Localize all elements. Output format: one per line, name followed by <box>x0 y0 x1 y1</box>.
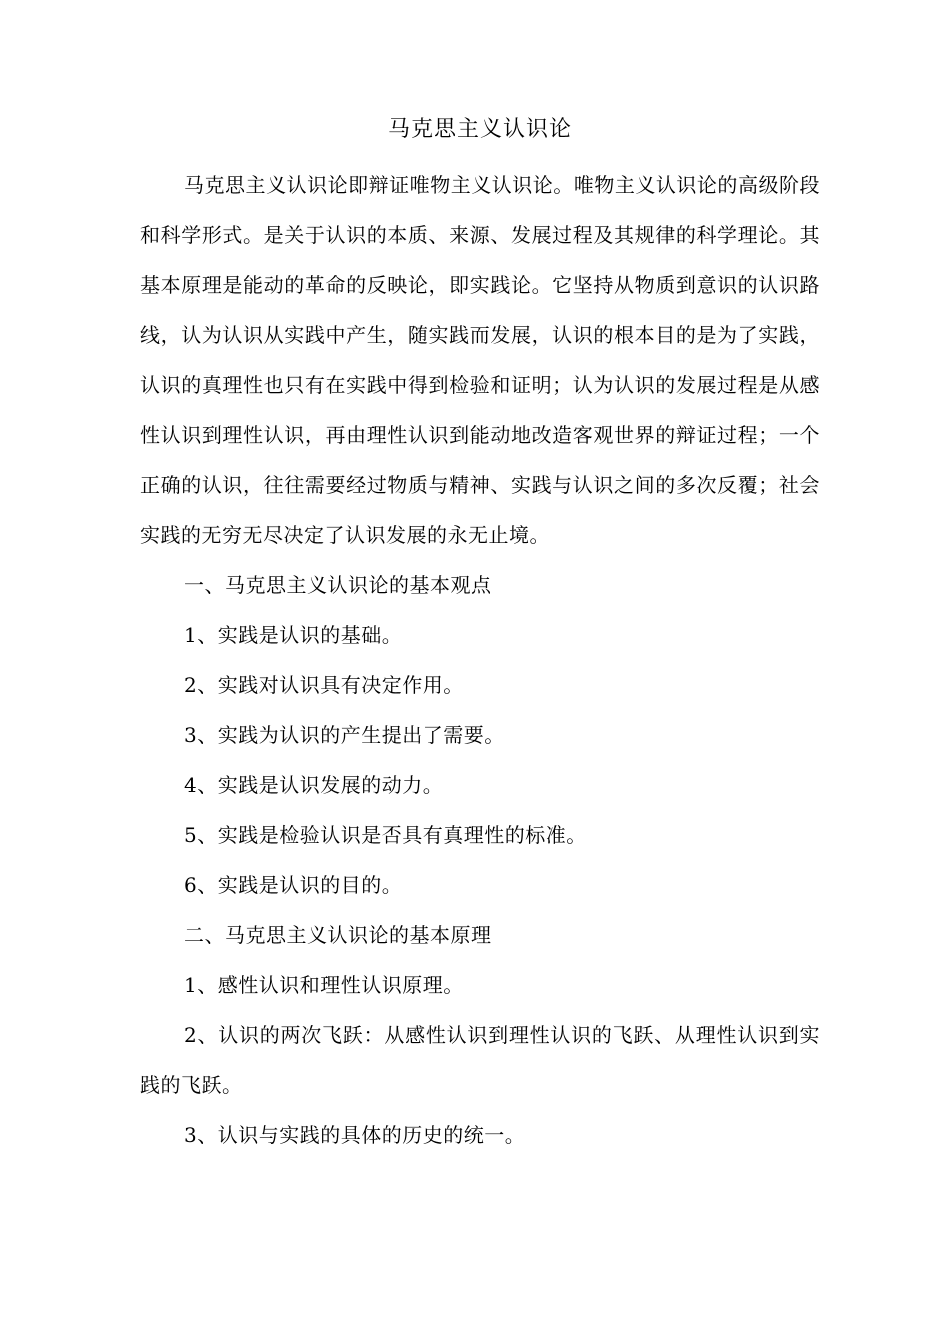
section-1-item: 4、实践是认识发展的动力。 <box>184 773 444 797</box>
section-1-item: 5、实践是检验认识是否具有真理性的标准。 <box>184 823 587 847</box>
document-title: 马克思主义认识论 <box>387 117 572 142</box>
section-1-item: 6、实践是认识的目的。 <box>184 873 403 897</box>
section-1-item: 3、实践为认识的产生提出了需要。 <box>184 723 505 747</box>
section-2-item: 1、感性认识和理性认识原理。 <box>184 973 464 997</box>
section-2-heading: 二、马克思主义认识论的基本原理 <box>184 923 492 947</box>
section-1-item: 1、实践是认识的基础。 <box>184 623 403 647</box>
section-2-item: 3、认识与实践的具体的历史的统一。 <box>184 1123 526 1147</box>
intro-paragraph: 马克思主义认识论即辩证唯物主义认识论。唯物主义认识论的高级阶段和科学形式。是关于认识的本质、来源、发展过程及其规律的科学理论。其基本原理是能动的革命的反映论，即实践论。它坚持从物质到意识的认识路线，认为认识从实践中产生，随实践而发展，认识的根本目的是为了实践，认识的真理性也只有在实践中得到检验和证明；认为认识的发展过程是从感性认识到理性认识，再由理性认识到能动地改造客观世界的辩证过程；一个正确的认识，往往需要经过物质与精神、实践与认识之间的多次反覆；社会实践的无穷无尽决定了认识发展的永无止境。 <box>140 173 820 547</box>
document-page <box>140 112 820 1160</box>
section-2-item: 2、认识的两次飞跃：从感性认识到理性认识的飞跃、从理性认识到实践的飞跃。 <box>140 1023 820 1097</box>
section-1-item: 2、实践对认识具有决定作用。 <box>184 673 464 697</box>
section-1-heading: 一、马克思主义认识论的基本观点 <box>184 573 492 597</box>
